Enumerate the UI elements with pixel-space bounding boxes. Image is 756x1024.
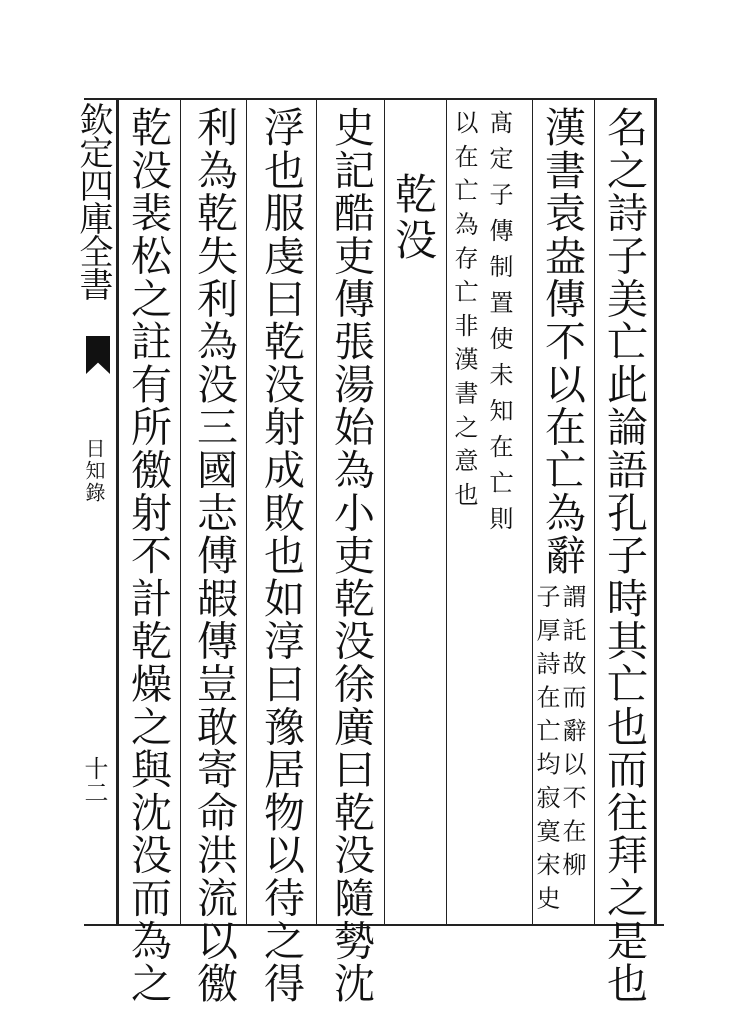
column-divider: [246, 98, 247, 926]
top-border-line: [84, 98, 654, 100]
column-divider: [180, 98, 181, 926]
book-title: 欽定四庫全書: [73, 102, 113, 300]
column-divider: [316, 98, 317, 926]
annotation-column-3-right: 髙定子傳制置使未知在亡則: [485, 110, 513, 542]
margin-right-line: [116, 98, 119, 926]
column-divider: [384, 98, 385, 926]
text-column-8: 乾没裴松之註有所徼射不計乾燥之與沈没而為之: [124, 106, 172, 1005]
column-divider: [594, 98, 595, 926]
annotation-column-3-left: 以在亡為存亡非漢書之意也: [450, 110, 478, 516]
book-subtitle: 日知錄: [82, 438, 106, 504]
page-number: 十二: [80, 756, 108, 804]
column-divider: [446, 98, 447, 926]
text-column-2-main: 漢書袁盎傳不以在亡為辭: [538, 106, 586, 577]
annotation-column-2-right: 謂託故而辭以不在柳: [558, 584, 586, 886]
text-column-7: 利為乾失利為没三國志傅嘏傳豈敢寄命洪流以徼: [190, 106, 238, 1005]
text-column-6: 浮也服虔曰乾没射成敗也如淳曰豫居物以待之得: [257, 106, 305, 1005]
fish-tail-mark: [86, 336, 110, 374]
right-border-line: [654, 98, 657, 926]
annotation-column-2-left: 子厚詩在亡均寂寞宋史: [532, 584, 560, 919]
text-column-5: 史記酷吏傳張湯始為小吏乾没徐廣曰乾没隨勢沈: [327, 106, 375, 1005]
text-column-1: 名之詩子美亡此論語孔子時其亡也而往拜之是也: [600, 106, 648, 1005]
section-heading: 乾没: [389, 172, 438, 264]
